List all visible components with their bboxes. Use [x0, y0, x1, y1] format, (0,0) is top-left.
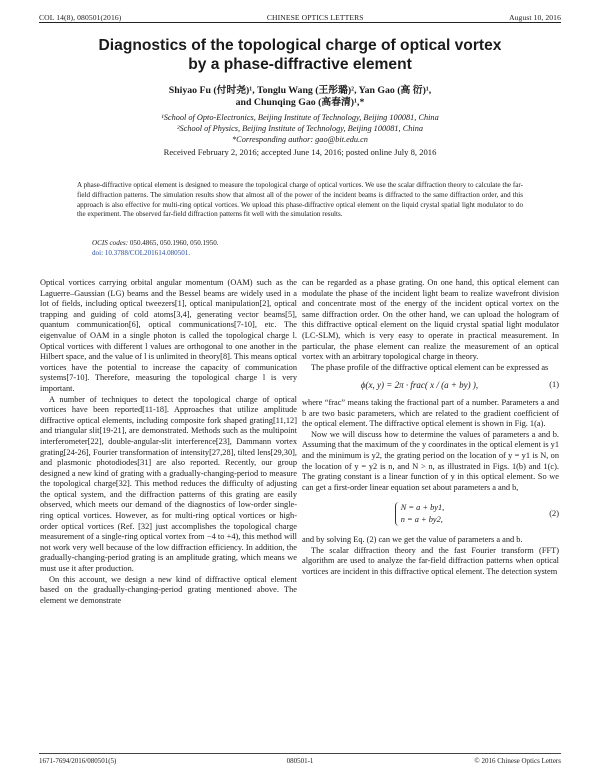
- journal-volume: COL 14(8), 080501(2016): [39, 13, 122, 22]
- corresponding-author: *Corresponding author: gao@bit.edu.cn: [232, 135, 368, 144]
- equation-2-system: [395, 502, 444, 526]
- ocis-values: 050.4865, 050.1960, 050.1950.: [129, 239, 219, 247]
- paragraph-techniques: A number of techniques to detect the topological charge of optical vortices have been reported[11-18]. Approaches that utilize amplitude diffractive optical elements, including composite fork shaped grating[11,12] and triangular slit[19-21], are demonstrated. Methods such as the multipoint interferometer[22], double-angular-slit interference[23], Dammann vortex grating[24-26], Fourier transformation of intensity[27,28], tilted lens[29,30], and plasmonic photodiodes[31] are also reported. Recently, our group designed a new kind of grating with a gradually-changing-period to measure the topological charge[32]. This method reduces the difficulty of adjusting the optical system, and the diffraction patterns of this grating are easily observed, which meets our demand of the diagnostics of low-order single-ring optical vortices. However, as for multi-ring optical vortices or high-order optical vortices (Ref. [32] just accomplishes the topological charge measurement of a single-ring optical vortex from −4 to +4), this method will not work very well because of the low diffraction efficiency. In addition, the gradually-changing-period grating is an amplitude grating, which means we must use it after production.: [40, 394, 297, 574]
- running-head: [39, 8, 561, 22]
- authors-line-1: Shiyao Fu (付时尧)¹, Tonglu Wang (王彤璐)², Yan Gao (高 衍)¹,: [168, 85, 432, 96]
- author-list: [60, 85, 540, 109]
- ocis-label: OCIS codes:: [92, 239, 129, 247]
- paragraph-parameters: Now we will discuss how to determine the values of parameters a and b. Assuming that the maximum of the y coordinates in the optical element is y1 and the minimum is y2, the grating period on the location of y = y1 is N, on the location of y = y2 is n, and N > n, as illustrated in Figs. 1(b) and 1(c). The grating constant is a linear function of y in this optical element. So we can get a first-order linear equation set about parameters a and b,: [302, 429, 559, 492]
- equation-2-line-2: n = a + by2,: [400, 515, 443, 525]
- abstract: A phase-diffractive optical element is designed to measure the topological charge of optical vortices. We use the scalar diffraction theory to calculate the far-field diffraction patterns. The simulation results show that almost all of the power of the incident beams is diffracted to the same diffraction order, and this approach is also effective for multi-ring optical vortices. We upload this phase-diffractive optical element on the liquid crystal spatial light modulator to do the experiment. The observed far-field diffraction patterns fit well with the simulation results.: [77, 181, 523, 219]
- affiliation-2: ²School of Physics, Beijing Institute of Technology, Beijing 100081, China: [177, 124, 423, 133]
- publication-date: August 10, 2016: [509, 13, 561, 22]
- paragraph-account: On this account, we design a new kind of diffractive optical element based on the gradually-changing-period grating mentioned above. The element we demonstrate: [40, 574, 297, 605]
- equation-1-number: (1): [549, 380, 559, 390]
- paragraph-intro: Optical vortices carrying orbital angular momentum (OAM) such as the Laguerre–Gaussian (LG) beams and the Bessel beams are widely used in a lot of fields, including optical tweezers[1], optical manipulation[2], optical trapping and guiding of cold atoms[3,4], generating vector beams[5], quantum communication[6], optical communications[7-10], etc. The eigenvalue of OAM in a single photon is called the topological charge l. Optical vortices with different l values are orthogonal to one another in the Hilbert space, and the value of l is unlimited in theory[8]. This means optical vortices have the potential to increase the capacity of communication systems[7-10]. Therefore, measuring the topological charge l is very important.: [40, 278, 297, 393]
- title-line-2: by a phase-diffractive element: [188, 56, 412, 73]
- paragraph-solving: and by solving Eq. (2) can we get the value of parameters a and b.: [302, 535, 523, 545]
- title-line-1: Diagnostics of the topological charge of optical vortex: [98, 37, 502, 54]
- doi-link[interactable]: doi: 10.3788/COL201614.080501.: [92, 249, 191, 257]
- equation-1-body: ϕ(x, y) = 2π · frac( x / (a + by) ),: [360, 380, 479, 391]
- paper-title: [40, 36, 560, 74]
- left-column: [40, 278, 297, 606]
- equation-1: [302, 380, 559, 391]
- paragraph-phase-grating: can be regarded as a phase grating. On one hand, this optical element can modulate the phase of the incident light beam to realize wavefront division and concentrate most of the energy of the incident optical vortex on the same diffraction order. On the other hand, we can upload the hologram of this diffractive optical element on the liquid crystal spatial light modulator (LC-SLM), which is very easy to operate in practical measurement. In particular, the phase element can realize the measurement of an optical vortex with an arbitrary topological charge in theory.: [302, 278, 559, 362]
- affiliation-1: ¹School of Opto-Electronics, Beijing Institute of Technology, Beijing 100081, China: [161, 113, 439, 122]
- paragraph-fft: The scalar diffraction theory and the fast Fourier transform (FFT) algorithm are used to analyze the far-field diffraction patterns when optical vortices are incident in this diffractive optical element. The detection system: [302, 545, 559, 577]
- equation-2-number: (2): [549, 508, 559, 518]
- paragraph-phase-profile: The phase profile of the diffractive optical element can be expressed as: [311, 362, 549, 372]
- right-column: [302, 278, 559, 578]
- equation-2: [302, 500, 559, 528]
- received-dates: Received February 2, 2016; accepted June 14, 2016; posted online July 8, 2016: [163, 147, 437, 157]
- footer-rule: [39, 753, 561, 754]
- paragraph-frac: where “frac” means taking the fractional part of a number. Parameters a and b are two basic parameters, which are related to the gradient coefficient of the optical element. The diffractive optical element is shown in Fig. 1(a).: [302, 397, 559, 429]
- equation-2-line-1: N = a + by1,: [400, 503, 445, 513]
- page-footer: [39, 757, 561, 765]
- journal-name: CHINESE OPTICS LETTERS: [266, 13, 364, 22]
- footer-page-number: 080501-1: [286, 757, 314, 765]
- header-rule: [39, 22, 561, 23]
- footer-copyright: © 2016 Chinese Optics Letters: [474, 757, 561, 765]
- authors-line-2: and Chunqing Gao (高春清)¹,*: [235, 97, 365, 108]
- ocis-codes: [92, 239, 219, 249]
- footer-issn: 1671-7694/2016/080501(5): [39, 757, 117, 765]
